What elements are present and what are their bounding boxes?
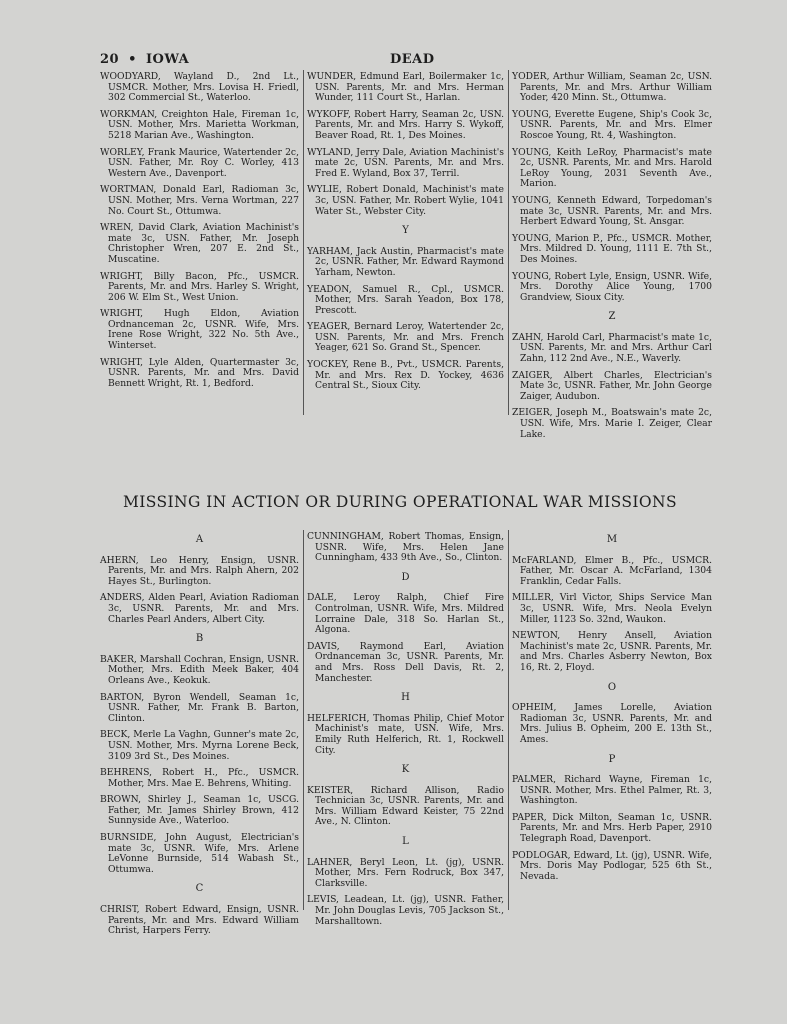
letter-heading: Y — [402, 225, 409, 237]
casualty-entry: YOUNG, Everette Eugene, Ship's Cook 3c, USNR. Parents, Mr. and Mrs. Elmer Roscoe Young, Rt. 4, Washington. — [512, 108, 712, 141]
casualty-entry: AHERN, Leo Henry, Ensign, USNR. Parents, Mr. and Mrs. Ralph Ahern, 202 Hayes St., Burlington. — [100, 554, 299, 587]
page-header — [100, 52, 667, 70]
casualty-entry: YEADON, Samuel R., Cpl., USMCR. Mother, Mrs. Sarah Yeadon, Box 178, Prescott. — [307, 283, 504, 316]
casualty-entry: WORTMAN, Donald Earl, Radioman 3c, USN. Mother, Mrs. Verna Wortman, 227 No. Court St., Ottumwa. — [100, 184, 299, 217]
page-number: 20 — [100, 52, 120, 67]
letter-heading: K — [401, 764, 410, 776]
letter-heading: H — [401, 692, 410, 704]
letter-heading: O — [607, 681, 617, 693]
casualty-entry: OPHEIM, James Lorelle, Aviation Radioman 3c, USNR. Parents, Mr. and Mrs. Julius B. Opheim, 200 E. 13th St., Ames. — [512, 702, 712, 745]
letter-heading: B — [195, 633, 204, 645]
letter-heading: D — [401, 571, 410, 583]
casualty-entry: BARTON, Byron Wendell, Seaman 1c, USNR. Father, Mr. Frank B. Barton, Clinton. — [100, 691, 299, 724]
casualty-entry: BEHRENS, Robert H., Pfc., USMCR. Mother, Mrs. Mae E. Behrens, Whiting. — [100, 767, 299, 789]
casualty-entry: NEWTON, Henry Ansell, Aviation Machinist's mate 2c, USNR. Parents, Mr. and Mrs. Charles Asberry Newton, Box 16, Rt. 2, Floyd. — [512, 630, 712, 673]
casualty-entry: MILLER, Virl Victor, Ships Service Man 3c, USNR. Wife, Mrs. Neola Evelyn Miller, 1123 So. 32nd, Waukon. — [512, 592, 712, 625]
dead-column-1 — [100, 72, 299, 395]
dead-column-2 — [307, 72, 504, 398]
casualty-entry: BAKER, Marshall Cochran, Ensign, USNR. Mother, Mrs. Edith Meek Baker, 404 Orleans Ave., Keokuk. — [100, 653, 299, 686]
casualty-entry: ZAIGER, Albert Charles, Electrician's Mate 3c, USNR. Father, Mr. John George Zaiger, Audubon. — [512, 369, 712, 402]
column-divider — [303, 70, 304, 415]
letter-heading: P — [608, 753, 616, 765]
casualty-entry: WYKOFF, Robert Harry, Seaman 2c, USN. Parents, Mr. and Mrs. Harry S. Wykoff, Beaver Road, Rt. 1, Des Moines. — [307, 108, 504, 141]
casualty-entry: YOCKEY, Rene B., Pvt., USMCR. Parents, Mr. and Mrs. Rex D. Yockey, 4636 Central St., Sioux City. — [307, 359, 504, 392]
column-divider — [508, 530, 509, 910]
casualty-entry: YARHAM, Jack Austin, Pharmacist's mate 2c, USNR. Father, Mr. Edward Raymond Yarham, Newton. — [307, 245, 504, 278]
casualty-entry: WREN, David Clark, Aviation Machinist's mate 3c, USN. Father, Mr. Joseph Christopher Wren, 207 E. 2nd St., Muscatine. — [100, 222, 299, 265]
casualty-entry: DAVIS, Raymond Earl, Aviation Ordnanceman 3c, USNR. Parents, Mr. and Mrs. Ross Dell Davis, Rt. 2, Manchester. — [307, 640, 504, 684]
casualty-entry: PAPER, Dick Milton, Seaman 1c, USNR. Parents, Mr. and Mrs. Herb Paper, 2910 Telegraph Road, Davenport. — [512, 811, 712, 845]
casualty-entry: WRIGHT, Hugh Eldon, Aviation Ordnanceman 2c, USNR. Wife, Mrs. Irene Rose Wright, 322 No. 5th Ave., Winterset. — [100, 308, 299, 352]
casualty-entry: WRIGHT, Billy Bacon, Pfc., USMCR. Parents, Mr. and Mrs. Harley S. Wright, 206 W. Elm St., West Union. — [100, 270, 299, 303]
section-heading-dead: DEAD — [390, 52, 435, 67]
column-divider — [303, 530, 304, 910]
dead-column-3 — [512, 72, 712, 446]
casualty-entry: BROWN, Shirley J., Seaman 1c, USCG. Father, Mr. James Shirley Brown, 412 Sunnyside Ave., Waterloo. — [100, 794, 299, 827]
casualty-entry: KEISTER, Richard Allison, Radio Technician 3c, USNR. Parents, Mr. and Mrs. William Edward Keister, 75 22nd Ave., N. Clinton. — [307, 784, 504, 828]
casualty-entry: WOODYARD, Wayland D., 2nd Lt., USMCR. Mother, Mrs. Lovisa H. Friedl, 302 Commercial St., Waterloo. — [100, 71, 299, 104]
casualty-entry: WUNDER, Edmund Earl, Boilermaker 1c, USN. Parents, Mr. and Mrs. Herman Wunder, 111 Court St., Harlan. — [307, 71, 504, 104]
missing-section-title: MISSING IN ACTION OR DURING OPERATIONAL WAR MISSIONS — [122, 493, 678, 511]
casualty-entry: HELFERICH, Thomas Philip, Chief Motor Machinist's mate, USN. Wife, Mrs. Emily Ruth Helferich, Rt. 1, Rockwell City. — [307, 712, 504, 756]
casualty-entry: PODLOGAR, Edward, Lt. (jg), USNR. Wife, Mrs. Doris May Podlogar, 525 6th St., Nevada. — [512, 849, 712, 882]
casualty-entry: ANDERS, Alden Pearl, Aviation Radioman 3c, USNR. Parents, Mr. and Mrs. Charles Pearl Anders, Albert City. — [100, 592, 299, 625]
casualty-entry: ZAHN, Harold Carl, Pharmacist's mate 1c, USN. Parents, Mr. and Mrs. Arthur Carl Zahn, 112 2nd Ave., N.E., Waverly. — [512, 331, 712, 365]
state-name: IOWA — [145, 52, 190, 67]
casualty-entry: BURNSIDE, John August, Electrician's mate 3c, USNR. Wife, Mrs. Arlene LeVonne Burnside, 514 Wabash St., Ottumwa. — [100, 832, 299, 875]
casualty-entry: BECK, Merle La Vaghn, Gunner's mate 2c, USN. Mother, Mrs. Myrna Lorene Beck, 3109 3rd St., Des Moines. — [100, 729, 299, 762]
letter-heading: L — [402, 836, 409, 848]
missing-column-2 — [307, 532, 504, 933]
missing-column-1 — [100, 526, 299, 943]
casualty-entry: WORLEY, Frank Maurice, Watertender 2c, USN. Father, Mr. Roy C. Worley, 413 Western Ave., Davenport. — [100, 146, 299, 179]
letter-heading: Z — [608, 311, 616, 323]
casualty-entry: McFARLAND, Elmer B., Pfc., USMCR. Father, Mr. Oscar A. McFarland, 1304 Franklin, Cedar Falls. — [512, 554, 712, 587]
casualty-entry: YOUNG, Kenneth Edward, Torpedoman's mate 3c, USNR. Parents, Mr. and Mrs. Herbert Edward Young, St. Ansgar. — [512, 194, 712, 228]
casualty-entry: LEVIS, Leadean, Lt. (jg), USNR. Father, Mr. John Douglas Levis, 705 Jackson St., Marshalltown. — [307, 894, 504, 927]
casualty-entry: DALE, Leroy Ralph, Chief Fire Controlman, USNR. Wife, Mrs. Mildred Lorraine Dale, 318 So. Harlan St., Algona. — [307, 592, 504, 636]
header-bullet: • — [128, 52, 137, 67]
casualty-entry: WYLAND, Jerry Dale, Aviation Machinist's mate 2c, USN. Parents, Mr. and Mrs. Fred E. Wyland, Box 37, Terril. — [307, 146, 504, 179]
casualty-entry: YOUNG, Robert Lyle, Ensign, USNR. Wife, Mrs. Dorothy Alice Young, 1700 Grandview, Sioux City. — [512, 270, 712, 303]
casualty-entry: WORKMAN, Creighton Hale, Fireman 1c, USN. Mother, Mrs. Marietta Workman, 5218 Marian Ave., Washington. — [100, 108, 299, 141]
casualty-entry: WYLIE, Robert Donald, Machinist's mate 3c, USN. Father, Mr. Robert Wylie, 1041 Water St., Webster City. — [307, 184, 504, 217]
letter-heading: C — [195, 883, 204, 895]
casualty-entry: YOUNG, Marion P., Pfc., USMCR. Mother, Mrs. Mildred D. Young, 1111 E. 7th St., Des Moines. — [512, 232, 712, 265]
casualty-entry: YEAGER, Bernard Leroy, Watertender 2c, USN. Parents, Mr. and Mrs. French Yeager, 621 So. Grand St., Spencer. — [307, 321, 504, 354]
casualty-entry: PALMER, Richard Wayne, Fireman 1c, USNR. Mother, Mrs. Ethel Palmer, Rt. 3, Washington. — [512, 774, 712, 807]
casualty-entry: YOUNG, Keith LeRoy, Pharmacist's mate 2c, USNR. Parents, Mr. and Mrs. Harold LeRoy Young, 2031 Seventh Ave., Marion. — [512, 146, 712, 190]
casualty-entry: LAHNER, Beryl Leon, Lt. (jg), USNR. Mother, Mrs. Fern Rodruck, Box 347, Clarksville. — [307, 856, 504, 889]
casualty-entry: CUNNINGHAM, Robert Thomas, Ensign, USNR. Wife, Mrs. Helen Jane Cunningham, 433 9th Ave., So., Clinton. — [307, 531, 504, 564]
casualty-entry: ZEIGER, Joseph M., Boatswain's mate 2c, USN. Wife, Mrs. Marie I. Zeiger, Clear Lake. — [512, 407, 712, 440]
casualty-entry: CHRIST, Robert Edward, Ensign, USNR. Parents, Mr. and Mrs. Edward William Christ, Harpers Ferry. — [100, 904, 299, 937]
page-number-line — [100, 52, 189, 67]
missing-column-3 — [512, 526, 712, 888]
casualty-entry: WRIGHT, Lyle Alden, Quartermaster 3c, USNR. Parents, Mr. and Mrs. David Bennett Wright, Rt. 1, Bedford. — [100, 356, 299, 389]
letter-heading: M — [606, 534, 618, 545]
column-divider — [508, 70, 509, 415]
casualty-entry: YODER, Arthur William, Seaman 2c, USN. Parents, Mr. and Mrs. Arthur William Yoder, 420 Minn. St., Ottumwa. — [512, 71, 712, 104]
letter-heading: A — [195, 534, 204, 545]
